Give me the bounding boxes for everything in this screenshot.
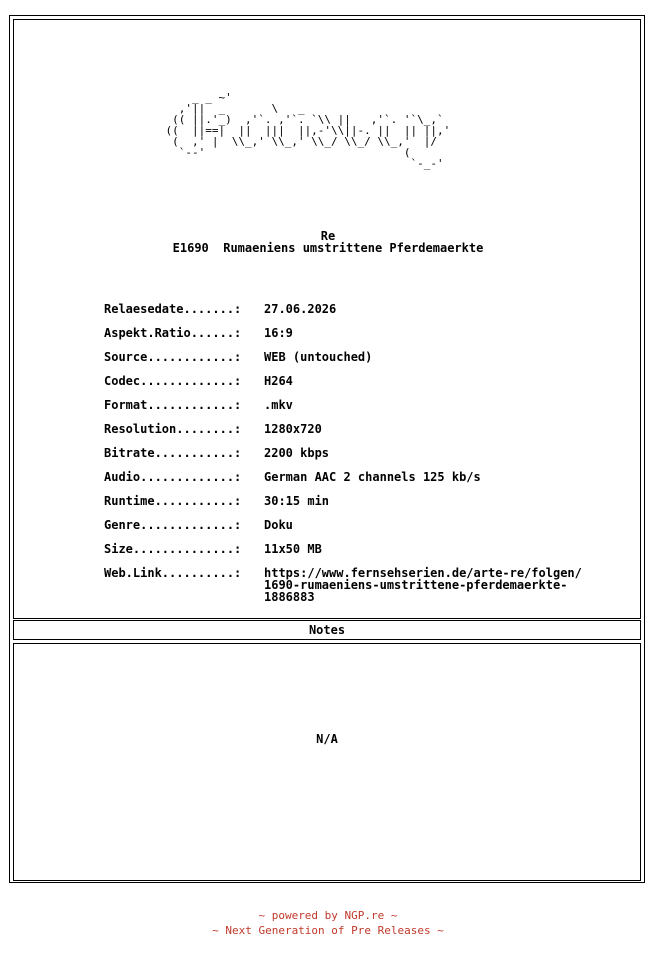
notes-body: N/A (316, 732, 338, 746)
info-row (104, 327, 634, 351)
release-details-list (104, 302, 634, 604)
info-key: Resolution........: (104, 422, 242, 436)
info-value: H264 (264, 374, 293, 388)
release-info-panel (13, 19, 641, 619)
info-row (104, 447, 634, 471)
footer-tagline: ~ Next Generation of Pre Releases ~ (212, 924, 444, 937)
info-key: Size..............: (104, 542, 242, 556)
info-value: https://www.fernsehserien.de/arte-re/folgen/ 1690-rumaeniens-umstrittene-pferdemaerkte- 1886883 (264, 566, 582, 604)
info-value: 30:15 min (264, 494, 330, 508)
info-row (104, 375, 634, 399)
info-key: Genre.............: (104, 518, 242, 532)
info-value: 16:9 (264, 326, 293, 340)
footer (0, 908, 656, 938)
info-value: 2200 kbps (264, 446, 330, 460)
info-row (104, 519, 634, 543)
info-value: .mkv (264, 398, 293, 412)
info-key: Web.Link..........: (104, 566, 242, 580)
info-value: 27.06.2026 (264, 302, 337, 316)
info-row (104, 399, 634, 423)
info-row (104, 543, 634, 567)
info-key: Aspekt.Ratio......: (104, 326, 242, 340)
notes-header (13, 620, 641, 640)
info-key: Source............: (104, 350, 242, 364)
info-row (104, 303, 634, 327)
info-value: 1280x720 (264, 422, 322, 436)
info-row (104, 351, 634, 375)
info-value: WEB (untouched) (264, 350, 373, 364)
nfo-frame (9, 15, 645, 883)
info-row (104, 566, 634, 604)
footer-powered-by: ~ powered by NGP.re ~ (258, 909, 398, 922)
notes-title: Notes (308, 623, 346, 637)
info-key: Relaesedate.......: (104, 302, 242, 316)
info-key: Runtime...........: (104, 494, 242, 508)
info-key: Bitrate...........: (104, 446, 242, 460)
release-group-line: Re (320, 229, 336, 243)
info-value: 11x50 MB (264, 542, 322, 556)
info-value: German AAC 2 channels 125 kb/s (264, 470, 481, 484)
info-key: Audio.............: (104, 470, 242, 484)
release-title-block (14, 230, 642, 254)
notes-panel (13, 643, 641, 881)
info-key: Codec.............: (104, 374, 242, 388)
info-row (104, 471, 634, 495)
info-key: Format............: (104, 398, 242, 412)
info-row (104, 423, 634, 447)
info-row (104, 495, 634, 519)
release-title: E1690 Rumaeniens umstrittene Pferdemaerkte (172, 241, 484, 255)
group-logo-ascii: _ _ ~' ,'|| _ \ _ (( ||.'_) ,'`. ,'`. `\\ || ,'`. '`\_,` (( ||==| || ||| ||,-'\\||-. || || ||,' ( ,' | \\_,' \\_,' \\_/ \\_/ \\_,' |/ `--' ( `-_-' (165, 91, 451, 170)
info-value: Doku (264, 518, 293, 532)
